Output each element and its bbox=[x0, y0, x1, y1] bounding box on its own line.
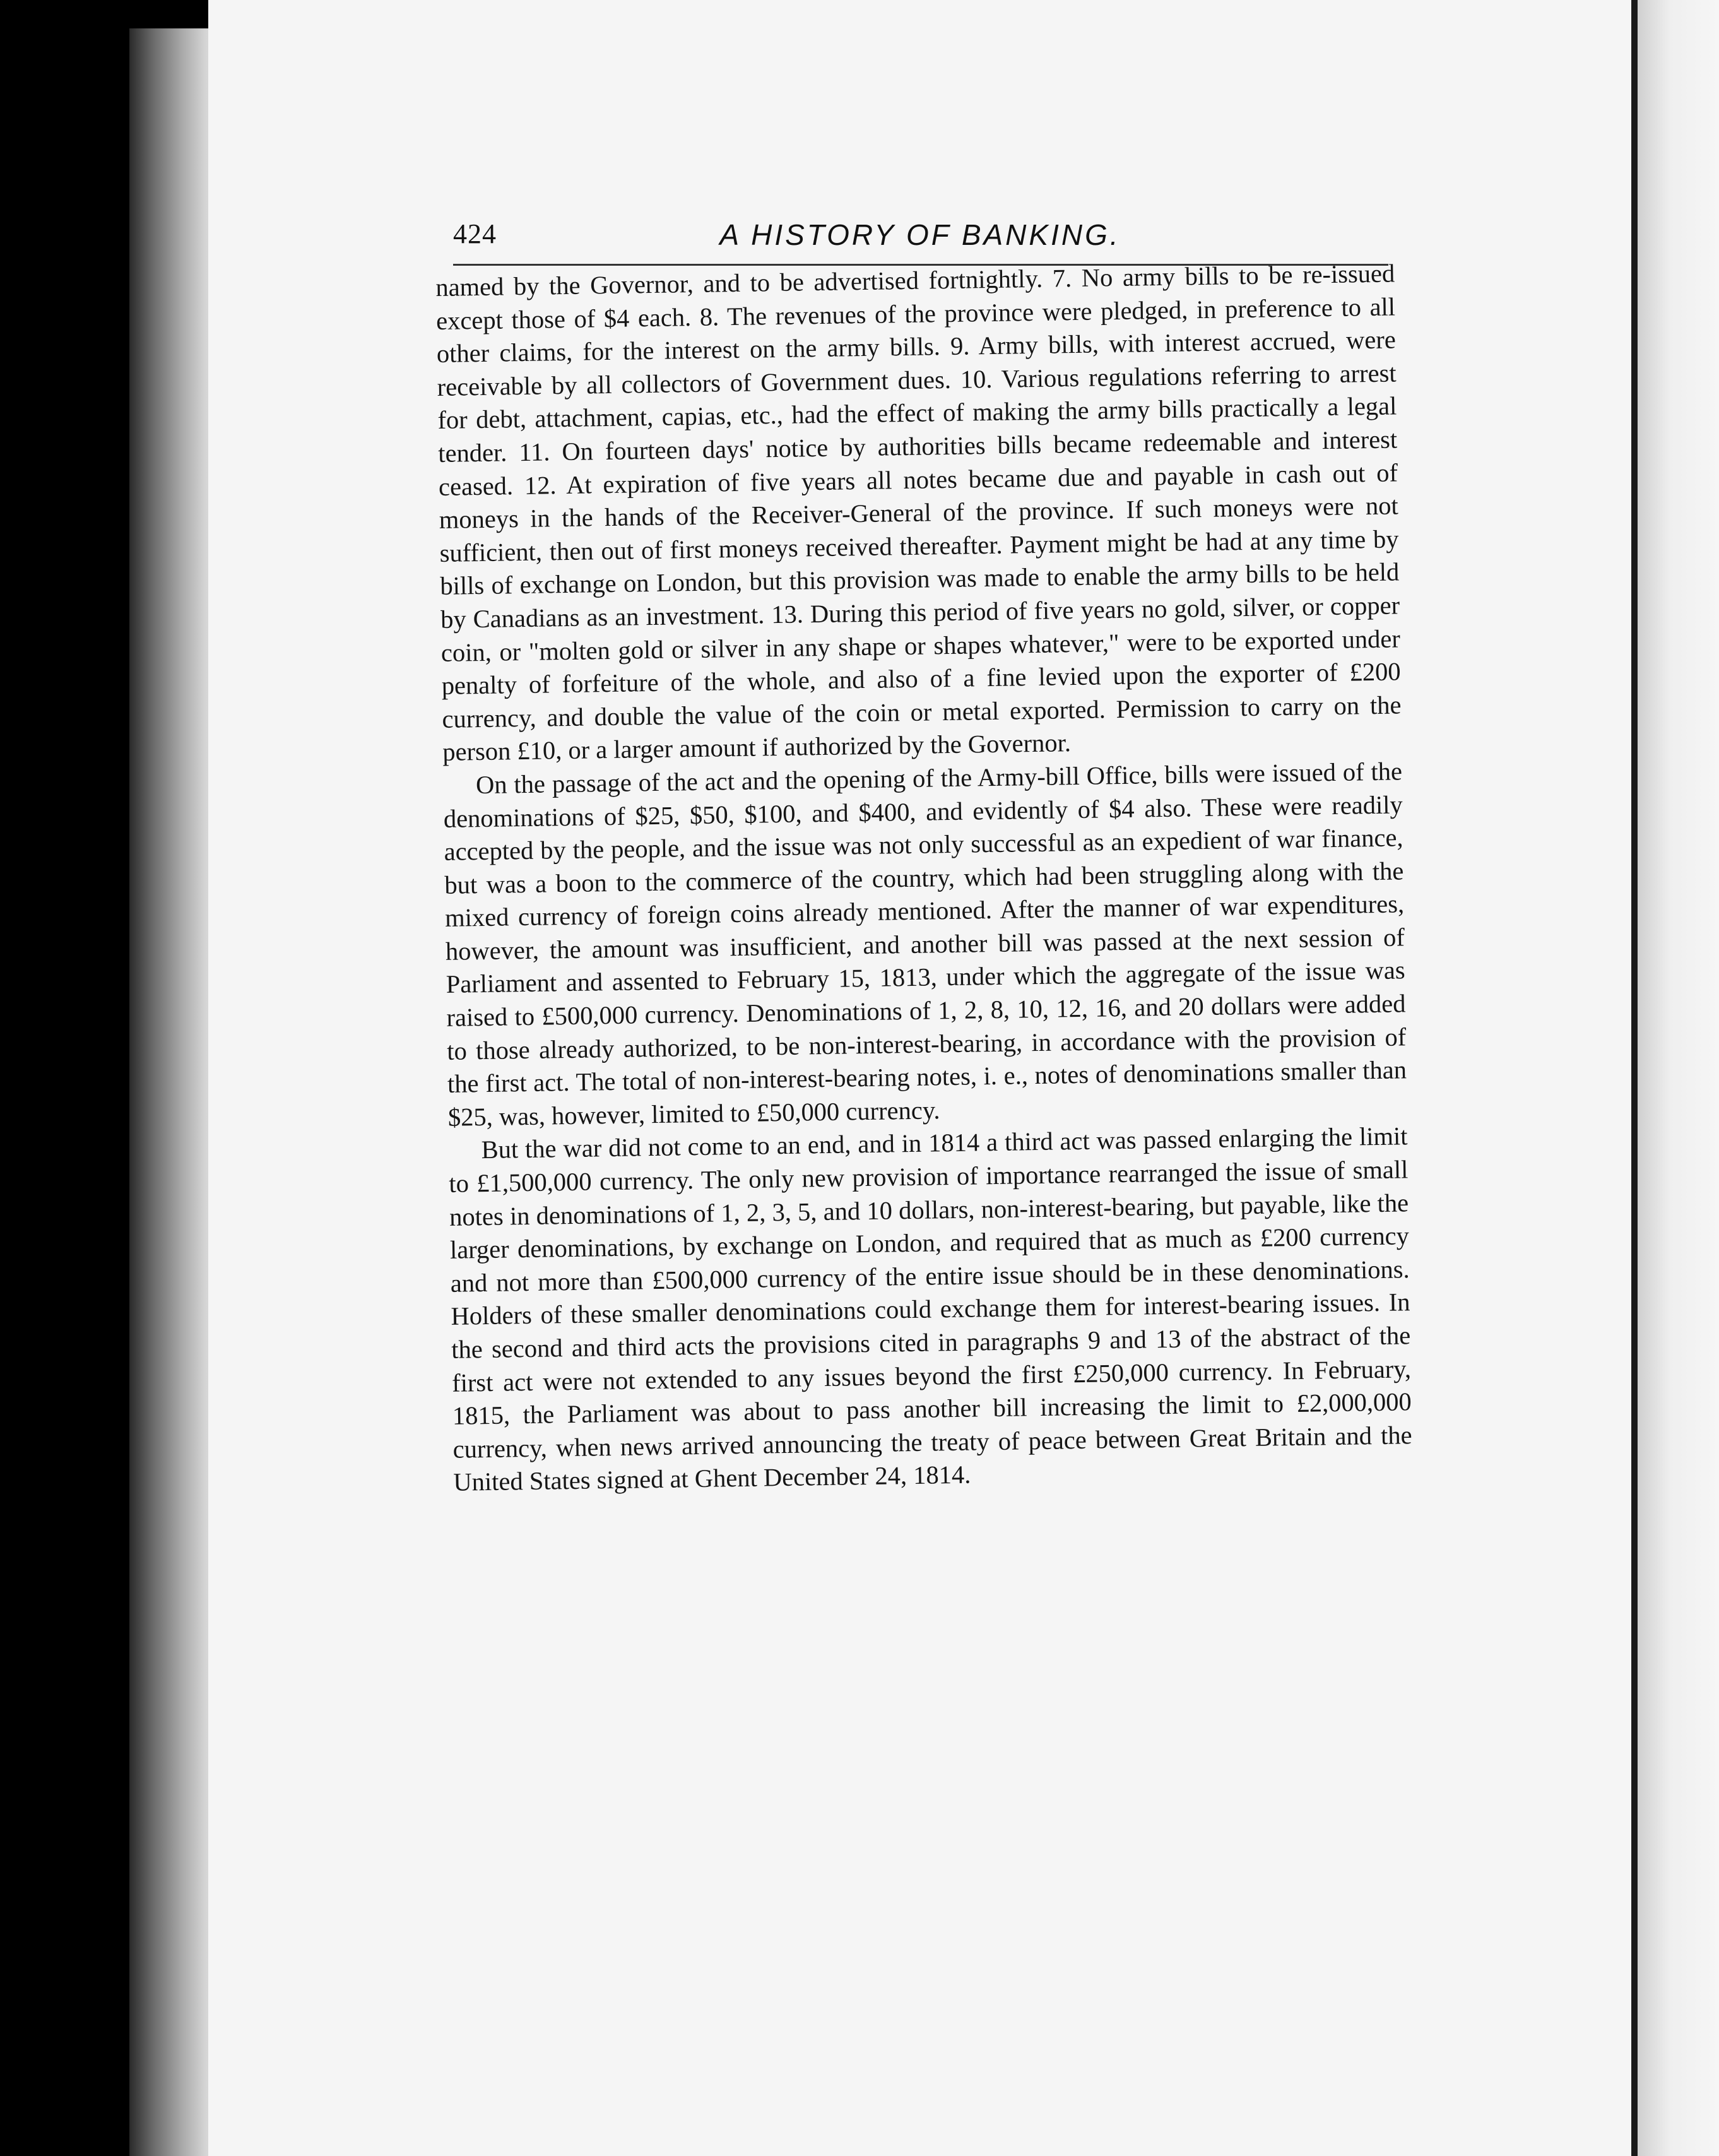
paragraph: But the war did not come to an end, and in 1814 a third act was passed enlarging the limit to £1,500,000 currency. The only new provision of importance rearranged the issue of small notes in denominations of 1, 2, 3, 5, and 10 dollars, non-interest-bearing, but payable, like the larger denominations, by exchange on London, and required that as much as £200 currency and not more than £500,000 currency of the entire issue should be in these denominations. Holders of these smaller denominations could exchange them for interest-bearing issues. In the second and third acts the provisions cited in paragraphs 9 and 13 of the abstract of the first act were not extended to any issues beyond the first £250,000 currency. In February, 1815, the Parliament was about to pass another bill increasing the limit to £2,000,000 currency, when news arrived announcing the treaty of peace between Great Britain and the United States signed at Ghent December 24, 1814. bbox=[449, 1122, 1412, 1497]
page-gutter bbox=[1631, 0, 1638, 2156]
page-number: 424 bbox=[453, 218, 497, 249]
running-head bbox=[453, 218, 1387, 262]
facing-page-edge bbox=[1638, 0, 1719, 2156]
paragraph: On the passage of the act and the opening of the Army-bill Office, bills were issued of the denominations of $25, $50, $100, and $400, and evidently of $4 also. These were readily accepted by the people, and the issue was not only successful as an expedient of war finance, but was a boon to the commerce of the country, which had been struggling along with the mixed currency of foreign coins already mentioned. After the manner of war expenditures, however, the amount was insufficient, and another bill was passed at the next session of Parliament and assented to February 15, 1813, under which the aggregate of the issue was raised to £500,000 currency. Denominations of 1, 2, 8, 10, 12, 16, and 20 dollars were added to those already authorized, to be non-interest-bearing, in accordance with the provision of the first act. The total of non-interest-bearing notes, i. e., notes of denominations smaller than $25, was, however, limited to £50,000 currency. bbox=[443, 757, 1407, 1132]
body-text bbox=[435, 257, 1413, 1499]
scan-border bbox=[0, 0, 129, 2156]
running-head-title: A HISTORY OF BANKING. bbox=[719, 218, 1121, 251]
paragraph: named by the Governor, and to be advertised fortnightly. 7. No army bills to be re-issued except those of $4 each. 8. The revenues of the province were pledged, in preference to all other claims, for the interest on the army bills. 9. Army bills, with interest accrued, were receivable by all collectors of Government dues. 10. Various regulations referring to arrest for debt, attachment, capias, etc., had the effect of making the army bills practically a legal tender. 11. On fourteen days' notice by authorities bills became redeemable and interest ceased. 12. At expiration of five years all notes became due and payable in cash out of moneys in the hands of the Receiver-General of the province. If such moneys were not sufficient, then out of first moneys received thereafter. Payment might be had at any time by bills of exchange on London, but this provision was made to enable the army bills to be held by Canadians as an investment. 13. During this period of five years no gold, silver, or copper coin, or "molten gold or silver in any shape or shapes whatever," were to be exported under penalty of forfeiture of the whole, and also of a fine levied upon the exporter of £200 currency, and double the value of the coin or metal exported. Permission to carry on the person £10, or a larger amount if authorized by the Governor. bbox=[435, 259, 1402, 767]
